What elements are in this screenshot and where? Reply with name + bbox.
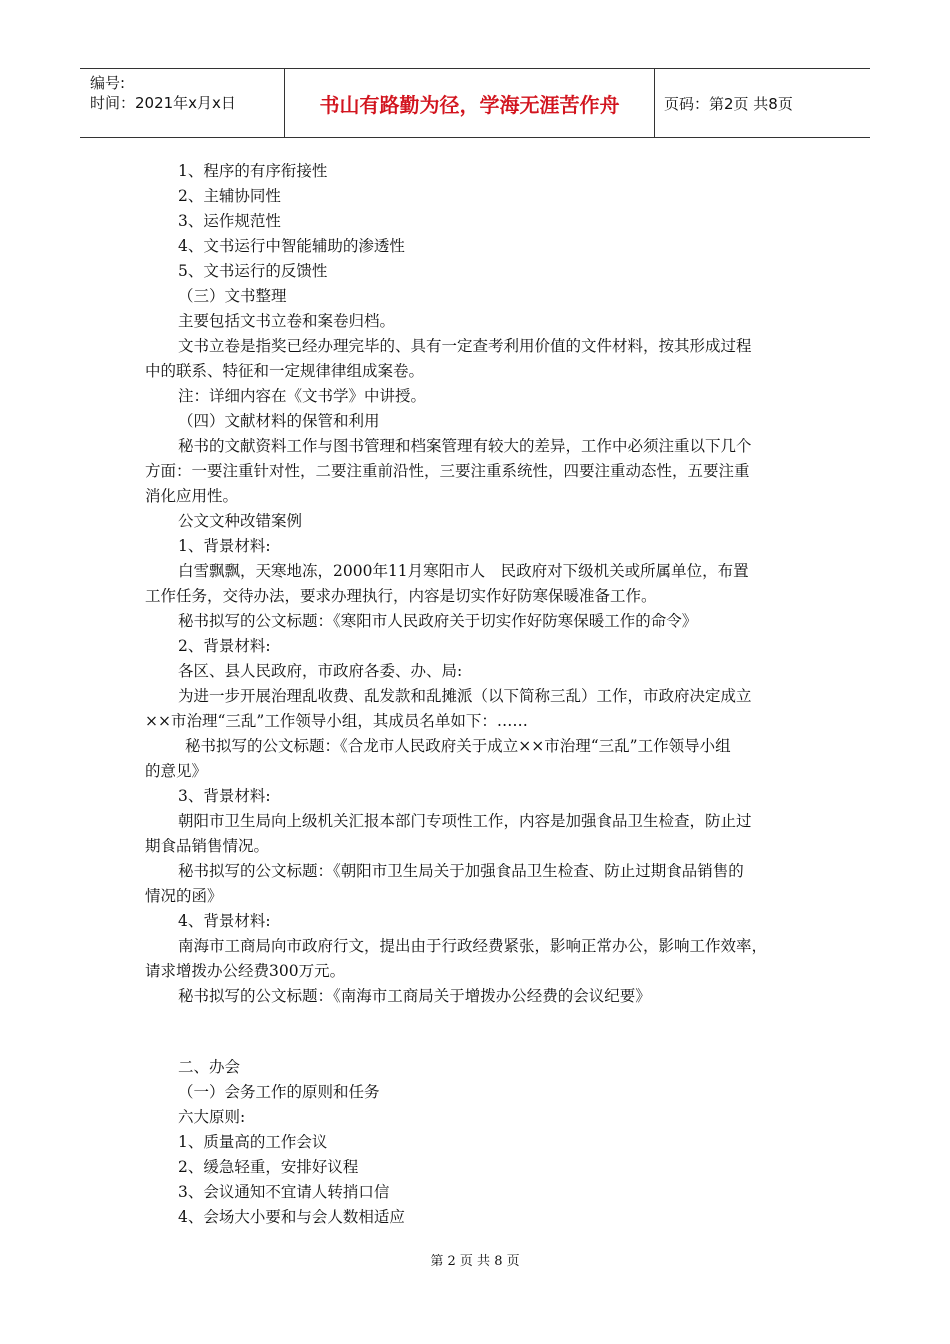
body-line: 的意见》 <box>145 762 208 780</box>
body-line: 2、主辅协同性 <box>178 187 281 205</box>
body-line: 各区、县人民政府，市政府各委、办、局: <box>178 662 463 680</box>
body-line: 2、缓急轻重，安排好议程 <box>178 1158 359 1176</box>
header-divider <box>654 69 655 137</box>
page-footer: 第 2 页 共 8 页 <box>430 1254 520 1269</box>
code-label: 编号: <box>90 74 126 92</box>
section-heading: 公文文种改错案例 <box>178 512 303 530</box>
page-header <box>80 68 870 138</box>
body-line: 主要包括文书立卷和案卷归档。 <box>178 312 396 330</box>
body-line: 朝阳市卫生局向上级机关汇报本部门专项性工作，内容是加强食品卫生检查，防止过 <box>178 812 752 830</box>
body-line: 4、文书运行中智能辅助的渗透性 <box>178 237 405 255</box>
body-line: 为进一步开展治理乱收费、乱发款和乱摊派（以下简称三乱）工作，市政府决定成立 <box>178 687 752 705</box>
body-line: 南海市工商局向市政府行文，提出由于行政经费紧张，影响正常办公，影响工作效率， <box>178 937 768 955</box>
body-line: 秘书拟写的公文标题：《寒阳市人民政府关于切实作好防寒保暖工作的命令》 <box>178 612 698 630</box>
section-heading: 二、办会 <box>178 1058 241 1076</box>
body-line: 期食品销售情况。 <box>145 837 270 855</box>
section-heading: （四）文献材料的保管和利用 <box>178 412 380 430</box>
body-line: 秘书拟写的公文标题：《南海市工商局关于增拨办公经费的会议纪要》 <box>178 987 651 1005</box>
body-line: 中的联系、特征和一定规律律组成案卷。 <box>145 362 425 380</box>
section-heading: （三）文书整理 <box>178 287 287 305</box>
body-line: 1、质量高的工作会议 <box>178 1133 328 1151</box>
body-line: 白雪飘飘，天寒地冻，2000年11月寒阳市人 民政府对下级机关或所属单位，布置 <box>178 562 749 580</box>
body-line: 秘书的文献资料工作与图书管理和档案管理有较大的差异，工作中必须注重以下几个 <box>178 437 752 455</box>
header-meta <box>90 73 236 113</box>
body-line: ××市治理“三乱”工作领导小组，其成员名单如下：…… <box>145 712 528 730</box>
body-line: 秘书拟写的公文标题：《朝阳市卫生局关于加强食品卫生检查、防止过期食品销售的 <box>178 862 744 880</box>
body-line: 秘书拟写的公文标题：《合龙市人民政府关于成立××市治理“三乱”工作领导小组 <box>185 737 731 755</box>
body-line: 5、文书运行的反馈性 <box>178 262 328 280</box>
body-line: 注：详细内容在《文书学》中讲授。 <box>178 387 427 405</box>
body-line: 4、背景材料: <box>178 912 271 930</box>
body-line: 2、背景材料: <box>178 637 271 655</box>
body-line: 3、会议通知不宜请人转捎口信 <box>178 1183 390 1201</box>
body-line: 3、运作规范性 <box>178 212 281 230</box>
header-motto: 书山有路勤为径，学海无涯苦作舟 <box>319 92 620 117</box>
body-line: 情况的函》 <box>145 887 223 905</box>
body-line: 请求增拨办公经费300万元。 <box>145 962 346 980</box>
body-line: 1、背景材料: <box>178 537 271 555</box>
body-line: 工作任务，交待办法，要求办理执行，内容是切实作好防寒保暖准备工作。 <box>145 587 657 605</box>
time-label: 时间：2021年x月x日 <box>90 94 236 112</box>
section-heading: （一）会务工作的原则和任务 <box>178 1083 380 1101</box>
body-line: 消化应用性。 <box>145 487 239 505</box>
body-line: 1、程序的有序衔接性 <box>178 162 328 180</box>
body-line: 六大原则: <box>178 1108 246 1126</box>
body-line: 4、会场大小要和与会人数相适应 <box>178 1208 405 1226</box>
body-line: 3、背景材料: <box>178 787 271 805</box>
body-line: 方面：一要注重针对性，二要注重前沿性，三要注重系统性，四要注重动态性，五要注重 <box>145 462 750 480</box>
header-page-info: 页码：第2页 共8页 <box>664 94 793 113</box>
body-line: 文书立卷是指奖已经办理完毕的、具有一定查考利用价值的文件材料，按其形成过程 <box>178 337 752 355</box>
